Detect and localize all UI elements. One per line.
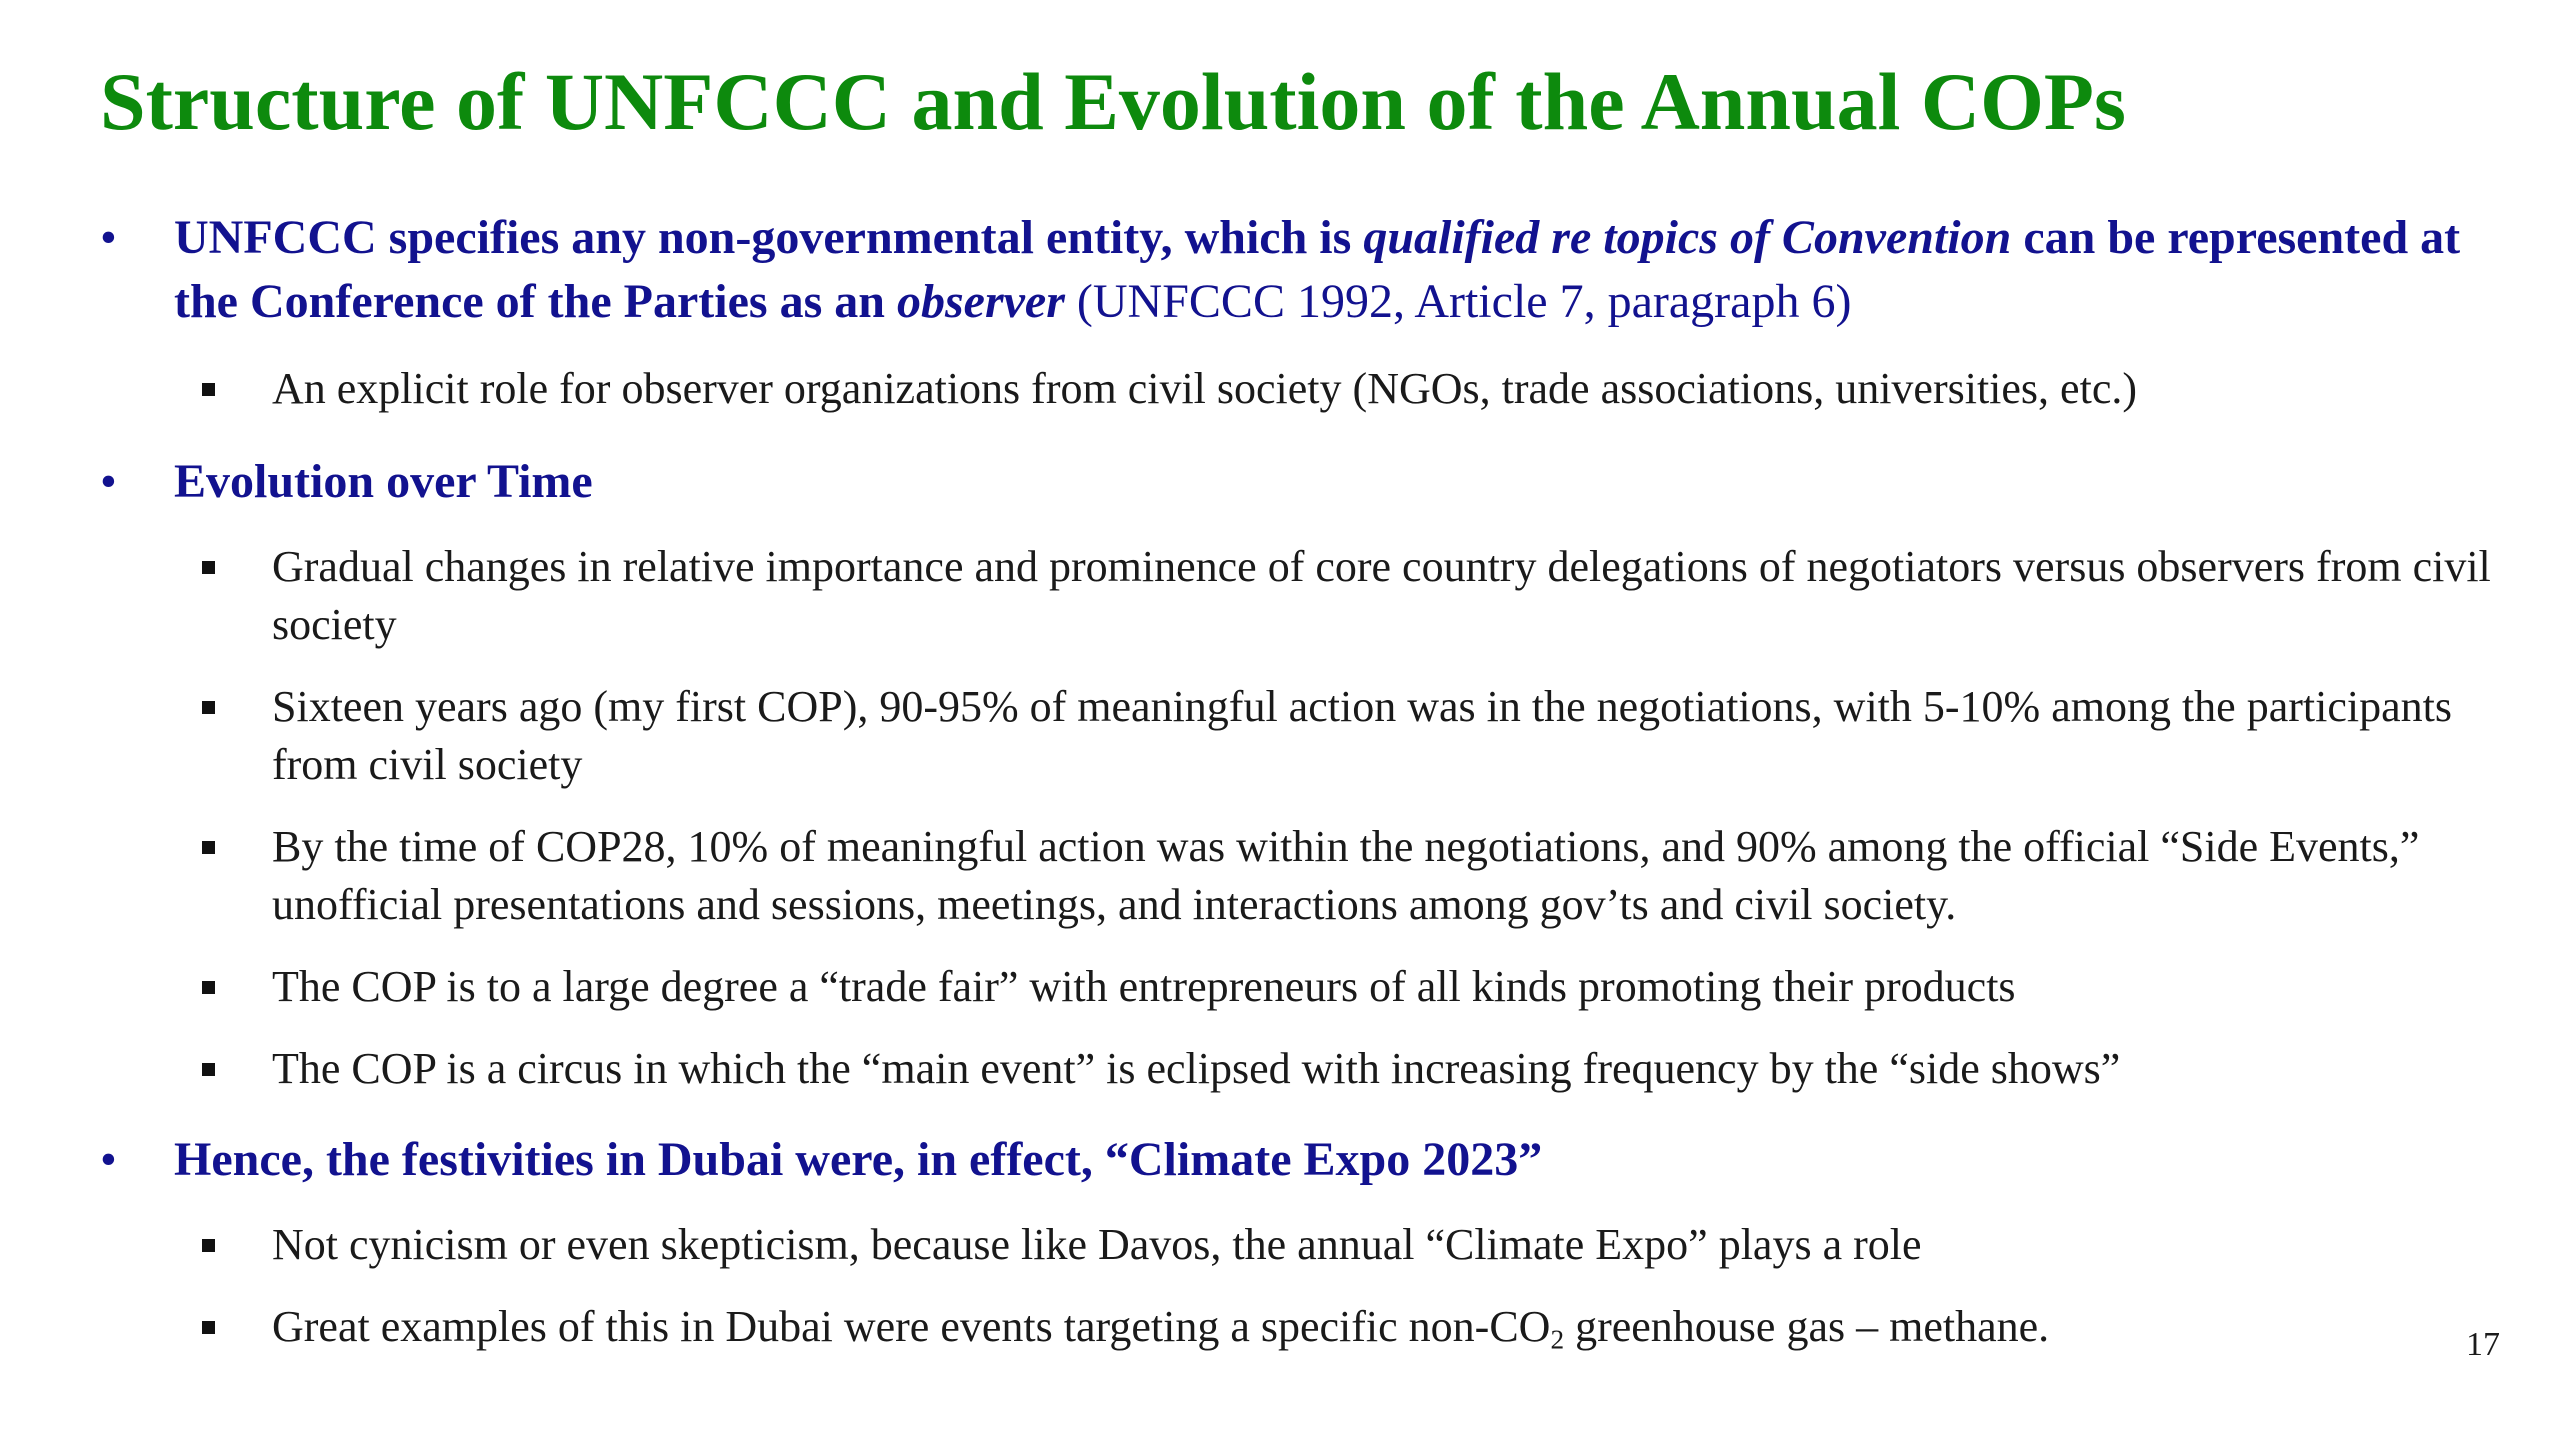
square-bullet-icon (196, 818, 272, 876)
bullet-text: Evolution over Time (174, 455, 593, 508)
square-bullet-icon (196, 1298, 272, 1356)
sub-bullet (196, 678, 2496, 794)
sub-bullet-text: An explicit role for observer organizations from civil society (NGOs, trade associations, universities, etc.) (272, 364, 2137, 413)
page-number: 17 (2466, 1326, 2500, 1363)
bullet-text-italic: qualified re topics of Convention (1363, 211, 2012, 264)
sub-bullet (196, 360, 2496, 418)
square-bullet-icon (196, 1216, 272, 1274)
square-bullet-icon (196, 538, 272, 596)
sub-bullet-text: Not cynicism or even skepticism, because like Davos, the annual “Climate Expo” plays a role (272, 1220, 1922, 1269)
square-bullet-icon (196, 1040, 272, 1098)
square-bullet-icon (196, 678, 272, 736)
bullet-climate-expo (100, 1128, 2480, 1192)
bullet-text-italic: observer (896, 275, 1065, 328)
square-bullet-icon (196, 958, 272, 1016)
sub-bullet-text: Gradual changes in relative importance and prominence of core country delegations of negotiators versus observers from civil society (272, 542, 2491, 649)
sub-bullet-text-part: greenhouse gas – methane. (1564, 1302, 2050, 1351)
sub-bullet-text: By the time of COP28, 10% of meaningful action was within the negotiations, and 90% among the official “Side Events,” unofficial presentations and sessions, meetings, and interactions among gov’ts and civil society. (272, 822, 2420, 929)
sub-bullet (196, 1040, 2496, 1098)
bullet-citation: (UNFCCC 1992, Article 7, paragraph 6) (1064, 275, 1852, 328)
bullet-marker: • (100, 1133, 117, 1186)
bullet-evolution (100, 450, 2480, 514)
sub-bullet (196, 818, 2496, 934)
slide-title: Structure of UNFCCC and Evolution of the Annual COPs (100, 56, 2126, 147)
sub-bullet (196, 538, 2496, 654)
sub-bullet-text: The COP is a circus in which the “main event” is eclipsed with increasing frequency by the “side shows” (272, 1044, 2121, 1093)
bullet-unfccc-observer (100, 206, 2480, 334)
bullet-marker: • (100, 455, 117, 508)
bullet-text-part: UNFCCC specifies any non-governmental entity, which is (174, 211, 1364, 264)
bullet-text-part: can be represented at the Conference of the Parties as an (174, 211, 2461, 328)
bullet-marker: • (100, 211, 117, 264)
sub-bullet-text (272, 1298, 2496, 1356)
sub-bullet-text: The COP is to a large degree a “trade fair” with entrepreneurs of all kinds promoting their products (272, 962, 2016, 1011)
sub-bullet-text: Sixteen years ago (my first COP), 90-95% of meaningful action was in the negotiations, with 5-10% among the participants from civil society (272, 682, 2452, 789)
square-bullet-icon (196, 360, 272, 418)
sub-bullet-text-part: Great examples of this in Dubai were events targeting a specific non-CO (272, 1302, 1551, 1351)
bullet-text: Hence, the festivities in Dubai were, in effect, “Climate Expo 2023” (174, 1133, 1543, 1186)
subscript: 2 (1550, 1324, 1565, 1355)
sub-bullet (196, 1216, 2496, 1274)
sub-bullet (196, 1298, 2496, 1356)
sub-bullet (196, 958, 2496, 1016)
bullet-text (174, 206, 2480, 334)
